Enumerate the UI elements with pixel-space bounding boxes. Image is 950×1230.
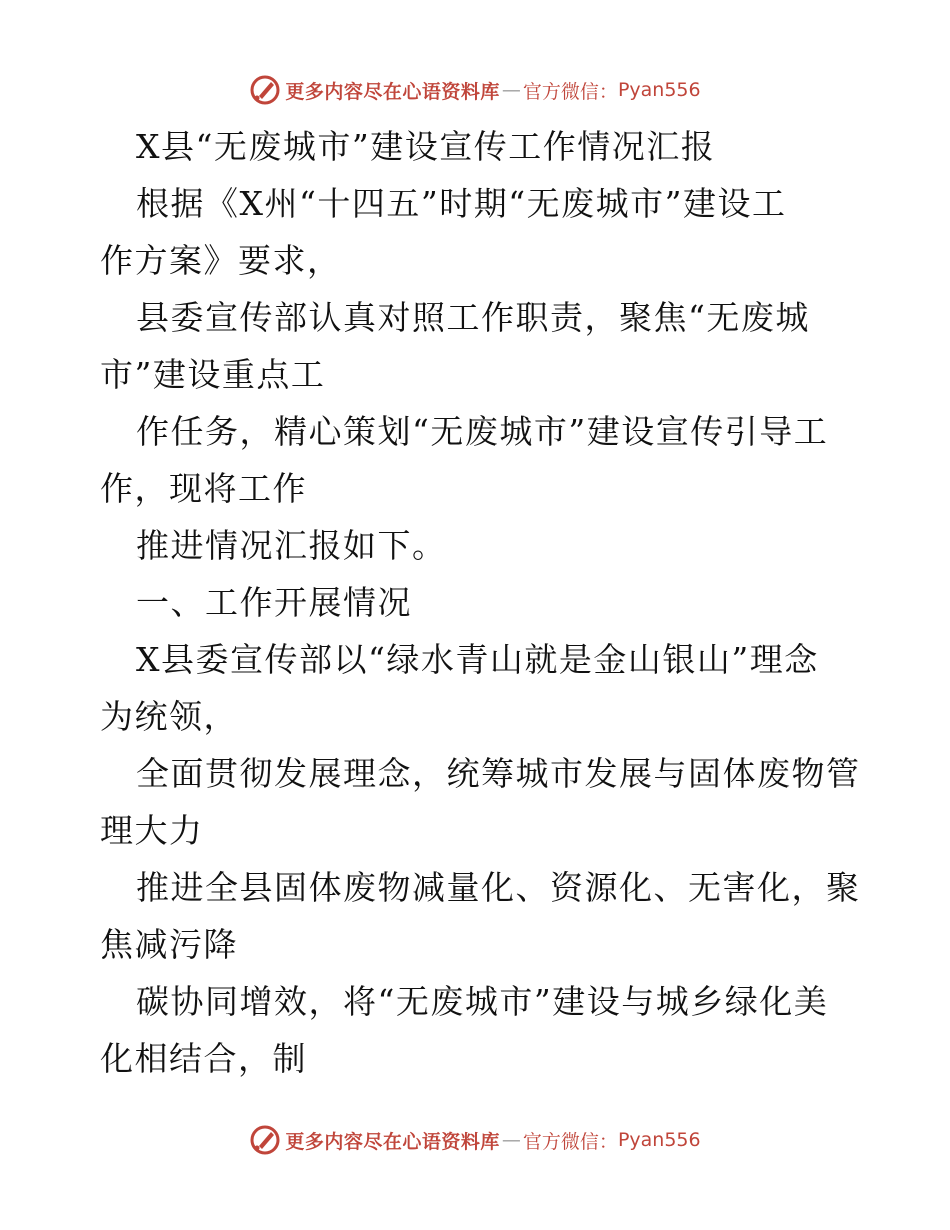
paragraph-line: 为统领， (100, 697, 238, 736)
watermark-official-label: 官方微信： (522, 80, 618, 103)
watermark-separator: — (501, 1129, 521, 1151)
paragraph-line: 推进全县固体废物减量化、资源化、无害化，聚 (136, 868, 861, 907)
paragraph-line: 作任务，精心策划“无废城市”建设宣传引导工 (136, 412, 829, 451)
pen-seal-icon (249, 1124, 281, 1156)
section-heading: 一、工作开展情况 (136, 583, 412, 622)
paragraph-line: 市”建设重点工 (100, 355, 326, 394)
paragraph-line: 碳协同增效，将“无废城市”建设与城乡绿化美 (136, 982, 829, 1021)
document-title: X县“无废城市”建设宣传工作情况汇报 (136, 127, 716, 166)
paragraph-line: 理大力 (100, 811, 204, 850)
paragraph-line: 作，现将工作 (100, 469, 307, 508)
watermark-official-label: 官方微信： (522, 1130, 618, 1153)
paragraph-line: 推进情况汇报如下。 (136, 526, 447, 565)
paragraph-line: X县委宣传部以“绿水青山就是金山银山”理念 (136, 640, 819, 679)
paragraph-line: 作方案》要求， (100, 241, 342, 280)
footer-watermark (0, 1120, 950, 1160)
document-body (100, 118, 860, 1087)
paragraph-line: 根据《X州“十四五”时期“无废城市”建设工 (136, 184, 787, 223)
watermark-handle: Pyan556 (617, 1129, 701, 1151)
watermark-text: 更多内容尽在心语资料库 (285, 1130, 500, 1153)
paragraph-line: 县委宣传部认真对照工作职责，聚焦“无废城 (136, 298, 810, 337)
header-watermark (0, 70, 950, 110)
watermark-handle: Pyan556 (617, 79, 701, 101)
watermark-separator: — (501, 79, 521, 101)
pen-seal-icon (249, 74, 281, 106)
paragraph-line: 焦减污降 (100, 925, 238, 964)
paragraph-line: 全面贯彻发展理念，统筹城市发展与固体废物管 (136, 754, 861, 793)
watermark-text: 更多内容尽在心语资料库 (285, 80, 500, 103)
paragraph-line: 化相结合，制 (100, 1039, 307, 1078)
